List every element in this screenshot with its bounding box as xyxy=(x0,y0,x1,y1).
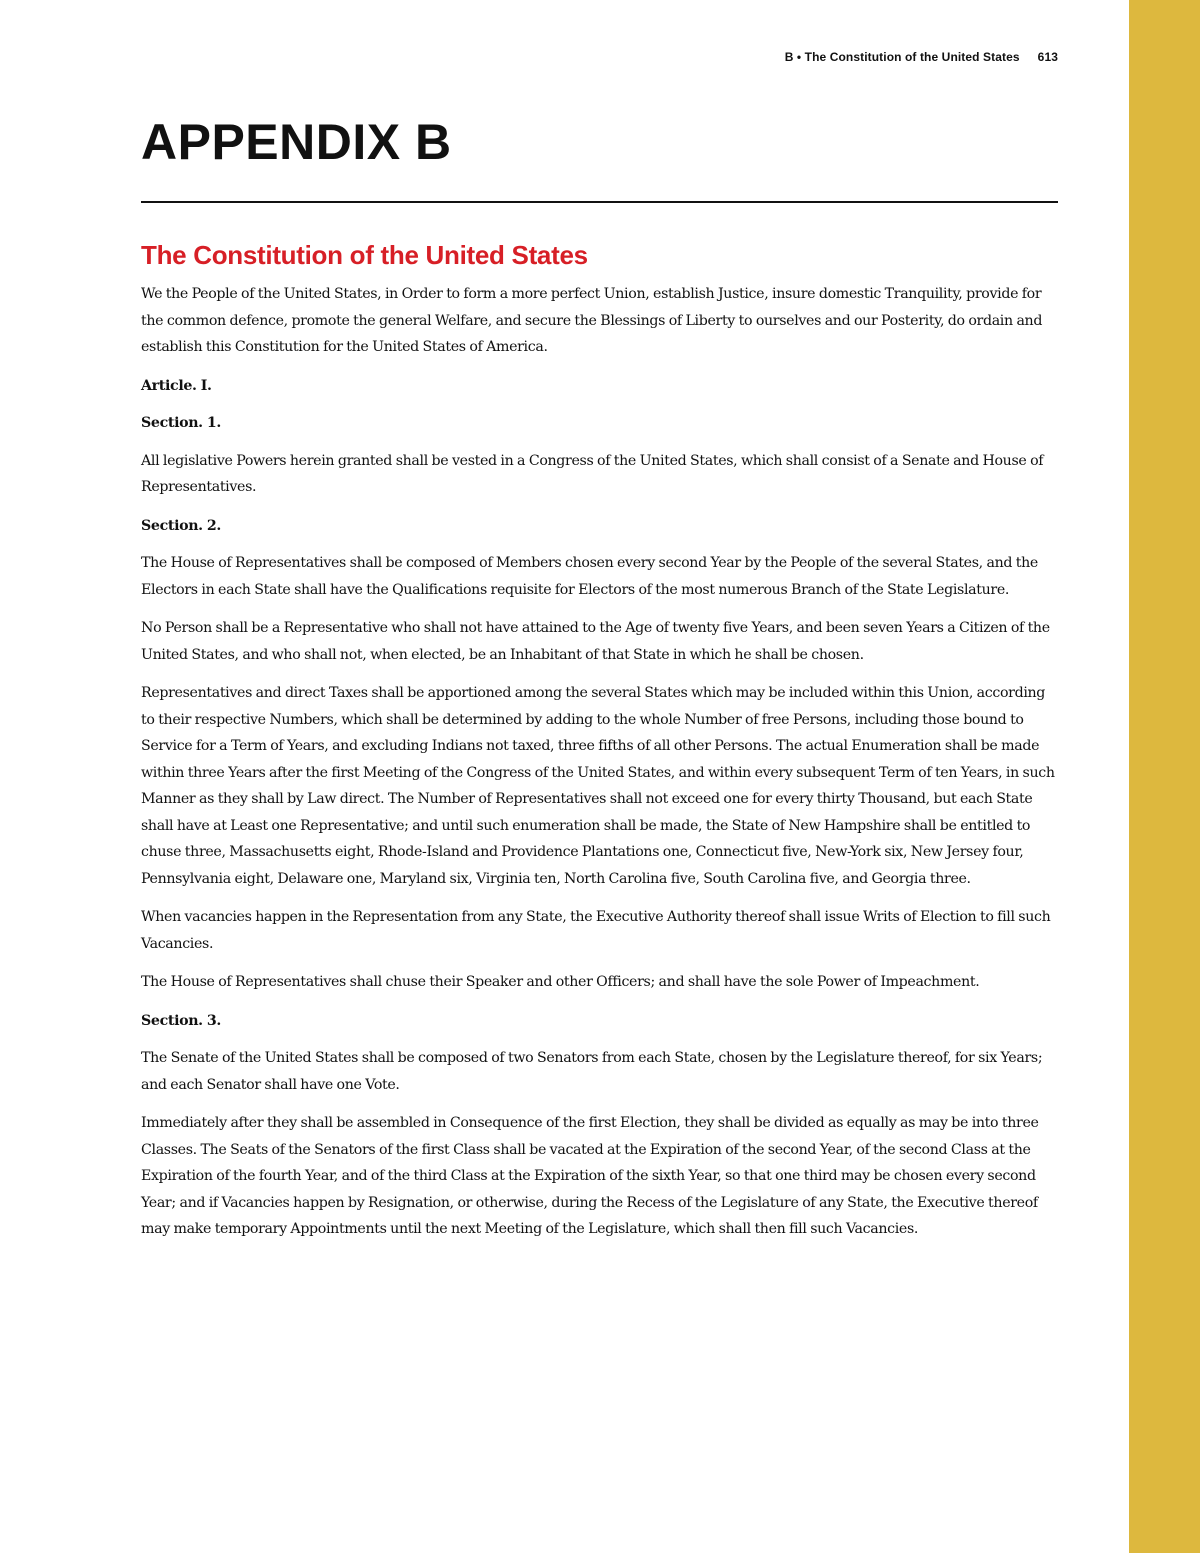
body-paragraph: All legislative Powers herein granted shall be vested in a Congress of the United States, which shall consist of a Senate and House of Representatives. xyxy=(141,452,1044,495)
appendix-title: APPENDIX B xyxy=(141,114,452,170)
article-heading: Article. I. xyxy=(141,377,212,394)
body-paragraph: Representatives and direct Taxes shall be apportioned among the several States which may be included within this Union, according to their respective Numbers, which shall be determined by adding to the whole Number of free Persons, including those bound to Service for a Term of Years, and excluding Indians not taxed, three fifths of all other Persons. The actual Enumeration shall be made within three Years after the first Meeting of the Congress of the United States, and within every subsequent Term of ten Years, in such Manner as they shall by Law direct. The Number of Representatives shall not exceed one for every thirty Thousand, but each State shall have at Least one Representative; and until such enumeration shall be made, the State of New Hampshire shall be entitled to chuse three, Massachusetts eight, Rhode-Island and Providence Plantations one, Connecticut five, New-York six, New Jersey four, Pennsylvania eight, Delaware one, Maryland six, Virginia ten, North Carolina five, South Carolina five, and Georgia three. xyxy=(141,685,1055,887)
preamble-paragraph: We the People of the United States, in Order to form a more perfect Union, establish Justice, insure domestic Tranquility, provide for the common defence, promote the general Welfare, and secure the Blessings of Liberty to ourselves and our Posterity, do ordain and establish this Constitution for the United States of America. xyxy=(141,286,1043,355)
section-heading: Section. 1. xyxy=(141,415,221,431)
section-heading: Section. 2. xyxy=(141,517,221,534)
running-head-title: B • The Constitution of the United States xyxy=(784,50,1020,64)
section-title: The Constitution of the United States xyxy=(141,240,588,270)
running-head xyxy=(785,50,1058,64)
section-heading: Section. 3. xyxy=(141,1012,221,1029)
body-paragraph: Immediately after they shall be assembled in Consequence of the first Election, they shall be divided as equally as may be into three Classes. The Seats of the Senators of the first Class shall be vacated at the Expiration of the second Year, of the second Class at the Expiration of the fourth Year, and of the third Class at the Expiration of the sixth Year, so that one third may be chosen every second Year; and if Vacancies happen by Resignation, or otherwise, during the Recess of the Legislature of any State, the Executive thereof may make temporary Appointments until the next Meeting of the Legislature, which shall then fill such Vacancies. xyxy=(141,1115,1039,1237)
document-body xyxy=(141,281,1061,1255)
body-paragraph: The Senate of the United States shall be composed of two Senators from each State, chosen by the Legislature thereof, for six Years; and each Senator shall have one Vote. xyxy=(141,1050,1043,1093)
body-paragraph: The House of Representatives shall chuse their Speaker and other Officers; and shall have the sole Power of Impeachment. xyxy=(141,974,980,990)
body-paragraph: When vacancies happen in the Representation from any State, the Executive Authority thereof shall issue Writs of Election to fill such Vacancies. xyxy=(141,909,1051,952)
body-paragraph: The House of Representatives shall be composed of Members chosen every second Year by the People of the several States, and the Electors in each State shall have the Qualifications requisite for Electors of the most numerous Branch of the State Legislature. xyxy=(141,555,1038,598)
page-number: 613 xyxy=(1037,50,1058,64)
body-paragraph: No Person shall be a Representative who shall not have attained to the Age of twenty five Years, and been seven Years a Citizen of the United States, and who shall not, when elected, be an Inhabitant of that State in which he shall be chosen. xyxy=(141,620,1050,663)
side-color-band xyxy=(1129,0,1200,1553)
title-divider xyxy=(141,201,1058,203)
